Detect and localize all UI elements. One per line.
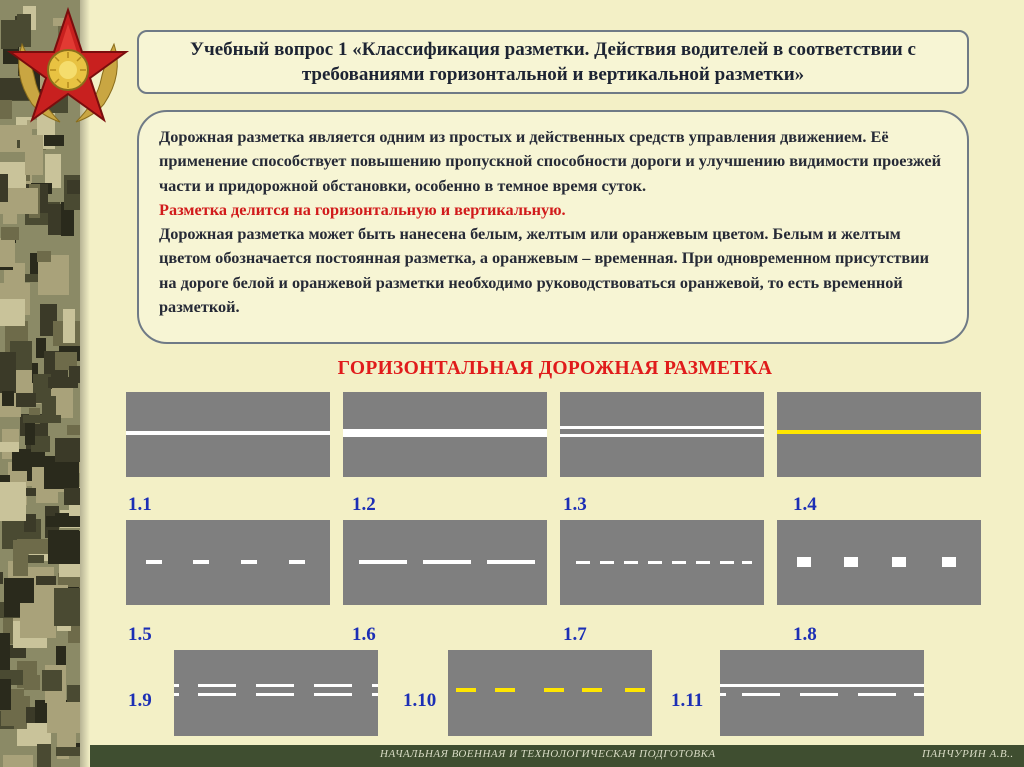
marking-label-1-9: 1.9 (128, 690, 152, 711)
camo-patch (0, 679, 11, 710)
marking-label-1-3: 1.3 (563, 494, 587, 515)
road-marking-1-10 (448, 650, 652, 736)
camo-patch (8, 188, 38, 214)
camo-patch (0, 572, 3, 584)
double-dash (198, 693, 236, 696)
section-title: ГОРИЗОНТАЛЬНАЯ ДОРОЖНАЯ РАЗМЕТКА (337, 358, 773, 379)
camo-patch (37, 251, 51, 262)
double-dash (372, 684, 378, 687)
footer-bar (90, 745, 1024, 767)
marking-label-1-2: 1.2 (352, 494, 376, 515)
camo-patch (44, 135, 64, 146)
camo-patch (63, 309, 75, 343)
camo-patch (0, 137, 17, 149)
camo-patch (0, 482, 26, 521)
camo-patch (26, 555, 44, 563)
marking-label-1-4: 1.4 (793, 494, 817, 515)
camo-patch (48, 530, 79, 564)
camo-patch (1, 227, 19, 240)
intro-paragraph-1: Дорожная разметка является одним из простых и действенных средств управления движением. Её применение способствует повышению пропускной способности дороги и улучшению видимости проезжей части и придорожной обстановки, особенно в темное время суток. (159, 127, 941, 195)
road-marking-1-3 (560, 392, 764, 477)
yellow-dash (456, 688, 476, 692)
dash (720, 693, 726, 696)
camo-patch (0, 238, 15, 267)
road-marking-1-2 (343, 392, 547, 477)
double-dash (314, 693, 352, 696)
double-dash (314, 684, 352, 687)
wide-dash (797, 557, 811, 567)
road-marking-1-9 (174, 650, 378, 736)
dash (146, 560, 162, 564)
short-dash (600, 561, 614, 564)
long-dash (359, 560, 407, 564)
camo-patch (47, 702, 80, 733)
double-dash (174, 684, 179, 687)
long-dash (487, 560, 535, 564)
road-marking-1-5 (126, 520, 330, 605)
wide-solid-line (343, 429, 547, 437)
short-dash (672, 561, 686, 564)
dash (914, 693, 924, 696)
road-marking-1-7 (560, 520, 764, 605)
dash (858, 693, 896, 696)
camo-patch (55, 438, 80, 462)
lesson-title-box (137, 30, 969, 94)
double-dash (198, 684, 236, 687)
double-dash (256, 693, 294, 696)
camo-patch (56, 747, 80, 756)
camo-patch (25, 421, 35, 445)
intro-paragraph-2: Дорожная разметка может быть нанесена белым, желтым или оранжевым цветом. Белым и желтым цветом обозначается постоянная разметка, а оранжевым – временная. При одновременном присутствии на дороге белой и оранжевой разметки необходимо руководствоваться оранжевой, то есть временной разметкой. (159, 224, 929, 317)
long-dash (423, 560, 471, 564)
marking-label-1-6: 1.6 (352, 624, 376, 645)
road-marking-1-1 (126, 392, 330, 477)
short-dash (576, 561, 590, 564)
yellow-dash (582, 688, 602, 692)
wide-dash (844, 557, 858, 567)
yellow-dash (544, 688, 564, 692)
dash (800, 693, 838, 696)
short-dash (696, 561, 710, 564)
camo-patch (42, 670, 62, 691)
camo-patch (0, 442, 19, 452)
road-marking-1-6 (343, 520, 547, 605)
camo-patch (2, 391, 14, 406)
road-marking-1-11 (720, 650, 924, 736)
marking-label-1-11: 1.11 (671, 690, 704, 711)
short-dash (624, 561, 638, 564)
camo-patch (0, 352, 16, 393)
marking-label-1-1: 1.1 (128, 494, 152, 515)
camo-patch (0, 633, 10, 674)
double-dash (372, 693, 378, 696)
camo-patch (42, 396, 56, 420)
short-dash (742, 561, 752, 564)
short-dash (720, 561, 734, 564)
short-dash (648, 561, 662, 564)
wide-dash (892, 557, 906, 567)
camo-patch (24, 675, 40, 690)
lesson-title: Учебный вопрос 1 «Классификация разметки. Действия водителей в соответствии с требованиями горизонтальной и вертикальной разметки» (190, 39, 916, 85)
solid-line (720, 684, 924, 687)
marking-label-1-8: 1.8 (793, 624, 817, 645)
camo-patch (25, 135, 43, 175)
camo-patch (67, 425, 80, 435)
camo-patch (67, 180, 80, 194)
solid-line (126, 431, 330, 435)
wide-dash (942, 557, 956, 567)
marking-label-1-7: 1.7 (563, 624, 587, 645)
camo-patch (64, 488, 80, 505)
camo-patch (0, 174, 8, 202)
dash (193, 560, 209, 564)
double-dash (174, 693, 179, 696)
yellow-solid-line (777, 430, 981, 434)
road-marking-1-4 (777, 392, 981, 477)
camo-patch (13, 540, 28, 576)
yellow-dash (625, 688, 645, 692)
road-marking-1-8 (777, 520, 981, 605)
camo-patch (36, 492, 58, 503)
marking-label-1-5: 1.5 (128, 624, 152, 645)
camo-patch (46, 516, 80, 527)
yellow-dash (495, 688, 515, 692)
camo-patch (3, 755, 33, 767)
intro-highlight: Разметка делится на горизонтальную и вертикальную. (159, 199, 566, 219)
footer-author: ПАНЧУРИН А.В.. (922, 748, 1014, 760)
dash (289, 560, 305, 564)
camo-patch (54, 588, 80, 626)
red-star-emblem-icon (2, 4, 134, 136)
intro-text-box (137, 110, 969, 344)
camo-patch (0, 299, 25, 326)
double-line-top (560, 426, 764, 429)
footer-course: НАЧАЛЬНАЯ ВОЕННАЯ И ТЕХНОЛОГИЧЕСКАЯ ПОДГОТОВКА (380, 748, 716, 760)
camo-patch (16, 393, 36, 407)
camo-patch (20, 603, 56, 638)
double-dash (256, 684, 294, 687)
camo-patch (48, 377, 78, 388)
dash (742, 693, 780, 696)
double-line-bottom (560, 434, 764, 437)
dash (241, 560, 257, 564)
marking-label-1-10: 1.10 (403, 690, 437, 711)
